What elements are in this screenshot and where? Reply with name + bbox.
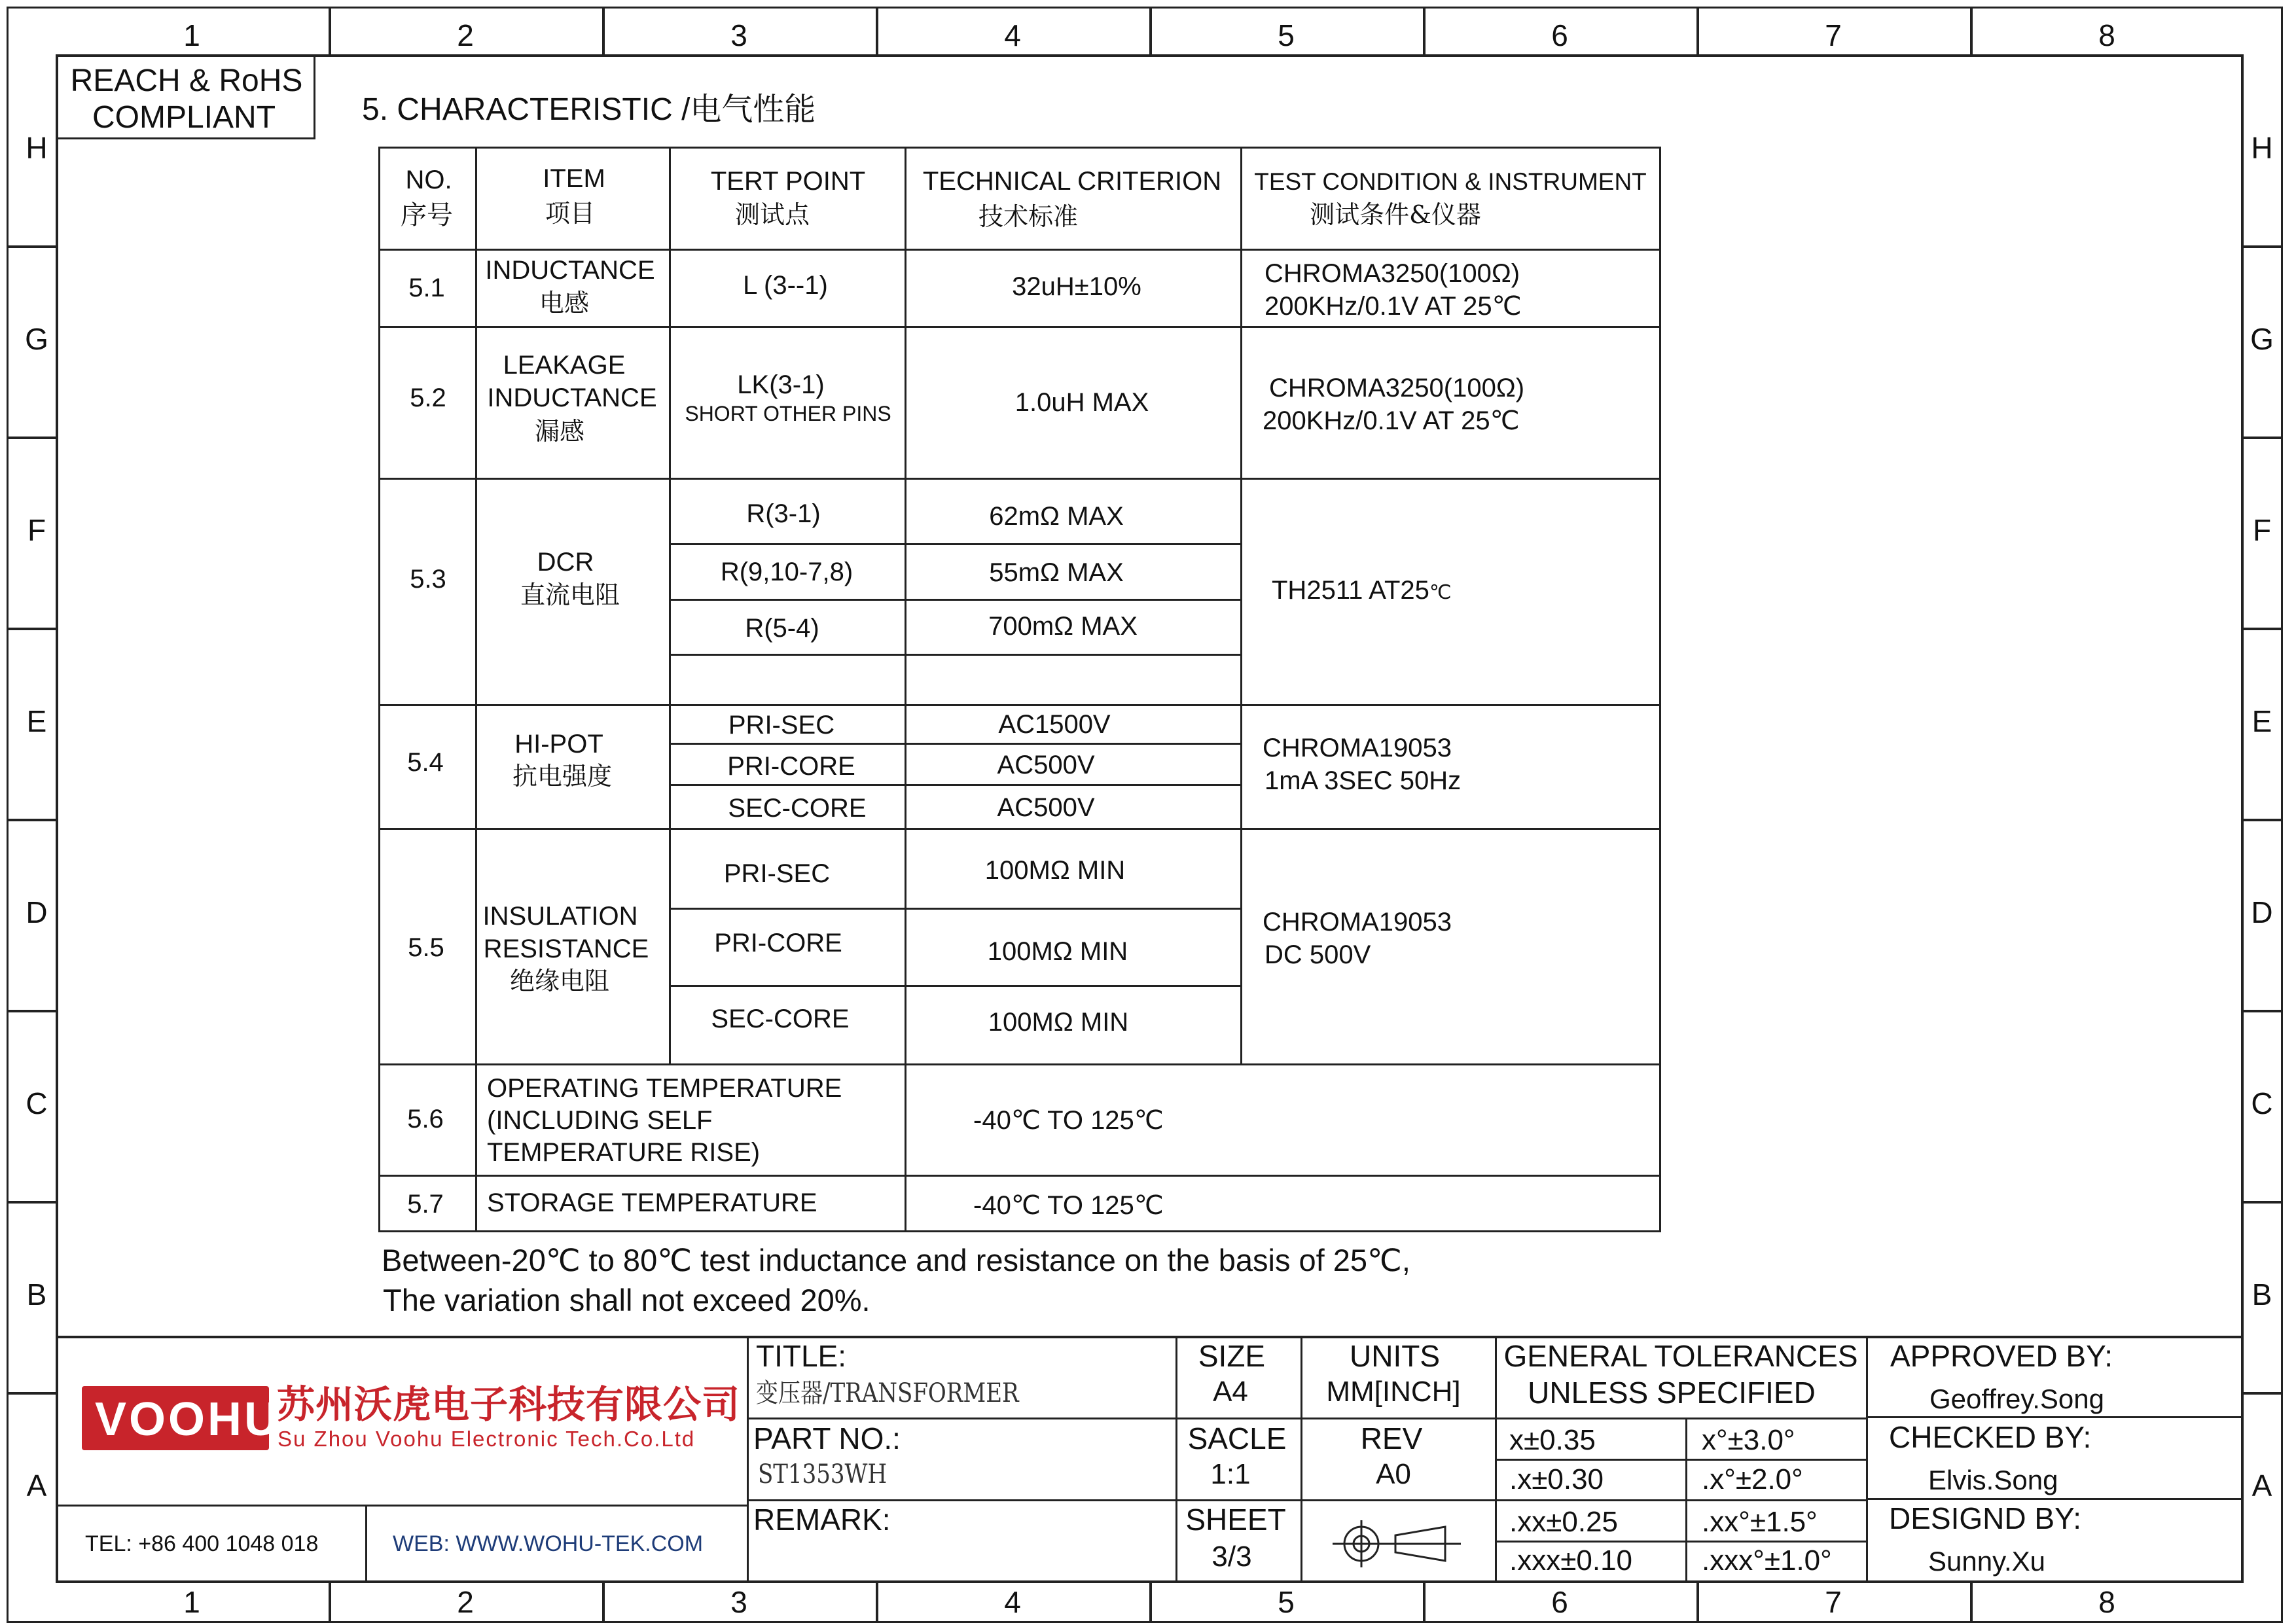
criterion: 62mΩ MAX (989, 502, 1124, 531)
criterion: 1.0uH MAX (1014, 388, 1149, 417)
test-point: R(3-1) (746, 499, 821, 528)
col-label: 7 (1825, 18, 1842, 52)
item-label: (INCLUDING SELF (487, 1106, 713, 1135)
row-label: C (2251, 1086, 2273, 1120)
tolerance-value: .xx±0.25 (1509, 1506, 1619, 1538)
row-no: 5.2 (410, 383, 446, 412)
row-label: F (2252, 513, 2272, 547)
tel: TEL: +86 400 1048 018 (85, 1531, 319, 1556)
designed-value: Sunny.Xu (1928, 1546, 2046, 1577)
item-label-cn: 直流电阻 (520, 580, 620, 609)
row-label: A (26, 1469, 47, 1503)
test-point: L (3--1) (743, 271, 828, 300)
part-no-label: PART NO.: (753, 1421, 901, 1455)
condition: CHROMA19053 (1263, 908, 1452, 936)
criterion: AC1500V (998, 710, 1111, 739)
criterion: AC500V (997, 793, 1095, 822)
row-label: C (26, 1086, 48, 1120)
condition: TH2511 AT25℃ (1272, 576, 1452, 605)
row-label: H (2251, 131, 2273, 165)
col-label: 4 (1004, 1585, 1021, 1619)
row-no: 5.5 (408, 933, 444, 962)
header-no-cn: 序号 (401, 201, 453, 230)
test-point: PRI-SEC (728, 711, 835, 740)
criterion: 700mΩ MAX (988, 612, 1138, 641)
test-point: SEC-CORE (711, 1005, 850, 1033)
condition: CHROMA19053 (1263, 734, 1452, 762)
col-label: 2 (457, 1585, 474, 1619)
header-criterion: TECHNICAL CRITERION (922, 167, 1222, 196)
scale-label: SACLE (1187, 1421, 1287, 1455)
criterion: 32uH±10% (1012, 272, 1141, 301)
header-condition-cn: 测试条件&仪器 (1310, 200, 1481, 229)
title-label: TITLE: (756, 1339, 847, 1373)
header-no: NO. (405, 166, 452, 194)
test-point: LK(3-1) (737, 370, 825, 399)
item-label-cn: 抗电强度 (512, 762, 613, 791)
row-label: D (26, 895, 48, 929)
header-point: TERT POINT (710, 167, 866, 196)
test-point-sub: SHORT OTHER PINS (685, 402, 891, 425)
title-value: 变压器/TRANSFORMER (756, 1378, 1019, 1408)
row-label: B (26, 1277, 47, 1311)
units-label: UNITS (1350, 1339, 1440, 1373)
item-label: INDUCTANCE (487, 383, 657, 412)
logo-text: VOOHU (95, 1393, 281, 1446)
col-label: 2 (457, 18, 474, 52)
sheet-label: SHEET (1185, 1503, 1286, 1537)
size-value: A4 (1213, 1376, 1248, 1408)
header-item-cn: 项目 (545, 199, 596, 228)
section-title: 5. CHARACTERISTIC /电气性能 (362, 92, 816, 127)
rev-label: REV (1360, 1421, 1423, 1455)
row-label: G (2250, 322, 2274, 356)
row-no: 5.3 (410, 565, 446, 594)
col-label: 8 (2098, 1585, 2115, 1619)
col-label: 1 (183, 1585, 200, 1619)
approved-label: APPROVED BY: (1890, 1339, 2113, 1373)
sheet-value: 3/3 (1211, 1541, 1252, 1573)
tolerance-value: x°±3.0° (1702, 1424, 1795, 1456)
test-point: PRI-CORE (714, 929, 842, 957)
note-line2: The variation shall not exceed 20%. (383, 1283, 870, 1317)
condition: 200KHz/0.1V AT 25℃ (1265, 292, 1522, 321)
col-label: 4 (1004, 18, 1021, 52)
row-label: G (25, 322, 48, 356)
tolerance-value: .xxx°±1.0° (1702, 1544, 1832, 1577)
units-value: MM[INCH] (1326, 1376, 1461, 1408)
condition: DC 500V (1265, 940, 1371, 969)
col-label: 6 (1551, 1585, 1568, 1619)
condition: 200KHz/0.1V AT 25℃ (1263, 406, 1520, 435)
header-criterion-cn: 技术标准 (978, 202, 1079, 231)
company-name-en: Su Zhou Voohu Electronic Tech.Co.Ltd (278, 1427, 696, 1451)
note-line1: Between-20℃ to 80℃ test inductance and resistance on the basis of 25℃, (382, 1243, 1410, 1277)
remark-label: REMARK: (753, 1503, 891, 1537)
criterion: AC500V (997, 751, 1095, 779)
tolerance-value: x±0.35 (1509, 1424, 1596, 1456)
test-point: R(9,10-7,8) (720, 558, 853, 586)
col-label: 3 (730, 1585, 747, 1619)
checked-label: CHECKED BY: (1889, 1420, 2092, 1454)
item-label-cn: 漏感 (534, 417, 585, 446)
item-label-cn: 绝缘电阻 (509, 967, 610, 995)
condition: CHROMA3250(100Ω) (1269, 374, 1525, 402)
row-label: H (26, 131, 48, 165)
col-label: 8 (2098, 18, 2115, 52)
tolerance-value: .xxx±0.10 (1509, 1544, 1633, 1577)
row-label: B (2251, 1277, 2272, 1311)
row-label: A (2251, 1469, 2272, 1503)
tolerance-subheading: UNLESS SPECIFIED (1528, 1376, 1816, 1410)
header-condition: TEST CONDITION & INSTRUMENT (1254, 168, 1647, 195)
test-point: R(5-4) (745, 614, 819, 643)
criterion: -40℃ TO 125℃ (973, 1106, 1164, 1135)
approved-value: Geoffrey.Song (1929, 1383, 2104, 1414)
col-label: 5 (1278, 1585, 1295, 1619)
test-point: PRI-CORE (727, 752, 855, 781)
col-label: 3 (730, 18, 747, 52)
designed-label: DESIGND BY: (1889, 1501, 2081, 1535)
part-no-value: ST1353WH (758, 1459, 888, 1489)
row-no: 5.7 (407, 1190, 444, 1219)
row-label: E (26, 704, 47, 738)
row-label: D (2251, 895, 2273, 929)
rev-value: A0 (1376, 1458, 1411, 1490)
tolerance-value: .xx°±1.5° (1702, 1506, 1818, 1538)
item-label: STORAGE TEMPERATURE (487, 1188, 817, 1217)
size-label: SIZE (1198, 1339, 1266, 1373)
checked-value: Elvis.Song (1928, 1465, 2058, 1495)
test-point: SEC-CORE (728, 794, 867, 823)
item-label: TEMPERATURE RISE) (487, 1138, 761, 1167)
web-link[interactable]: WEB: WWW.WOHU-TEK.COM (393, 1531, 704, 1556)
row-label: E (2251, 704, 2272, 738)
scale-value: 1:1 (1210, 1458, 1251, 1490)
header-point-cn: 测试点 (734, 200, 810, 229)
item-label: HI-POT (514, 730, 603, 758)
criterion: 100MΩ MIN (987, 937, 1128, 966)
projection-symbol-icon (1316, 1517, 1466, 1571)
item-label-cn: 电感 (539, 289, 590, 317)
tolerance-heading: GENERAL TOLERANCES (1503, 1339, 1858, 1373)
item-label: OPERATING TEMPERATURE (487, 1074, 842, 1103)
row-no: 5.1 (408, 274, 445, 302)
compliance-line2: COMPLIANT (92, 100, 276, 135)
col-label: 7 (1825, 1585, 1842, 1619)
criterion: 55mΩ MAX (989, 558, 1124, 587)
col-label: 5 (1278, 18, 1295, 52)
condition: 1mA 3SEC 50Hz (1265, 766, 1462, 795)
col-label: 1 (183, 18, 200, 52)
item-label: DCR (537, 548, 594, 577)
condition: CHROMA3250(100Ω) (1265, 259, 1520, 288)
company-name-cn: 苏州沃虎电子科技有限公司 (277, 1383, 741, 1426)
row-no: 5.4 (407, 748, 444, 777)
item-label: RESISTANCE (483, 935, 649, 963)
criterion: 100MΩ MIN (988, 1008, 1129, 1037)
row-no: 5.6 (407, 1105, 444, 1133)
header-item: ITEM (543, 164, 605, 193)
row-label: F (27, 513, 46, 547)
item-label: LEAKAGE (503, 351, 626, 380)
criterion: 100MΩ MIN (984, 856, 1126, 885)
col-label: 6 (1551, 18, 1568, 52)
item-label: INSULATION (482, 902, 638, 931)
compliance-line1: REACH & RoHS (70, 63, 303, 98)
item-label: INDUCTANCE (485, 256, 655, 285)
criterion: -40℃ TO 125℃ (973, 1191, 1164, 1220)
tolerance-value: .x±0.30 (1509, 1463, 1604, 1495)
tolerance-value: .x°±2.0° (1702, 1463, 1803, 1495)
test-point: PRI-SEC (723, 859, 831, 888)
